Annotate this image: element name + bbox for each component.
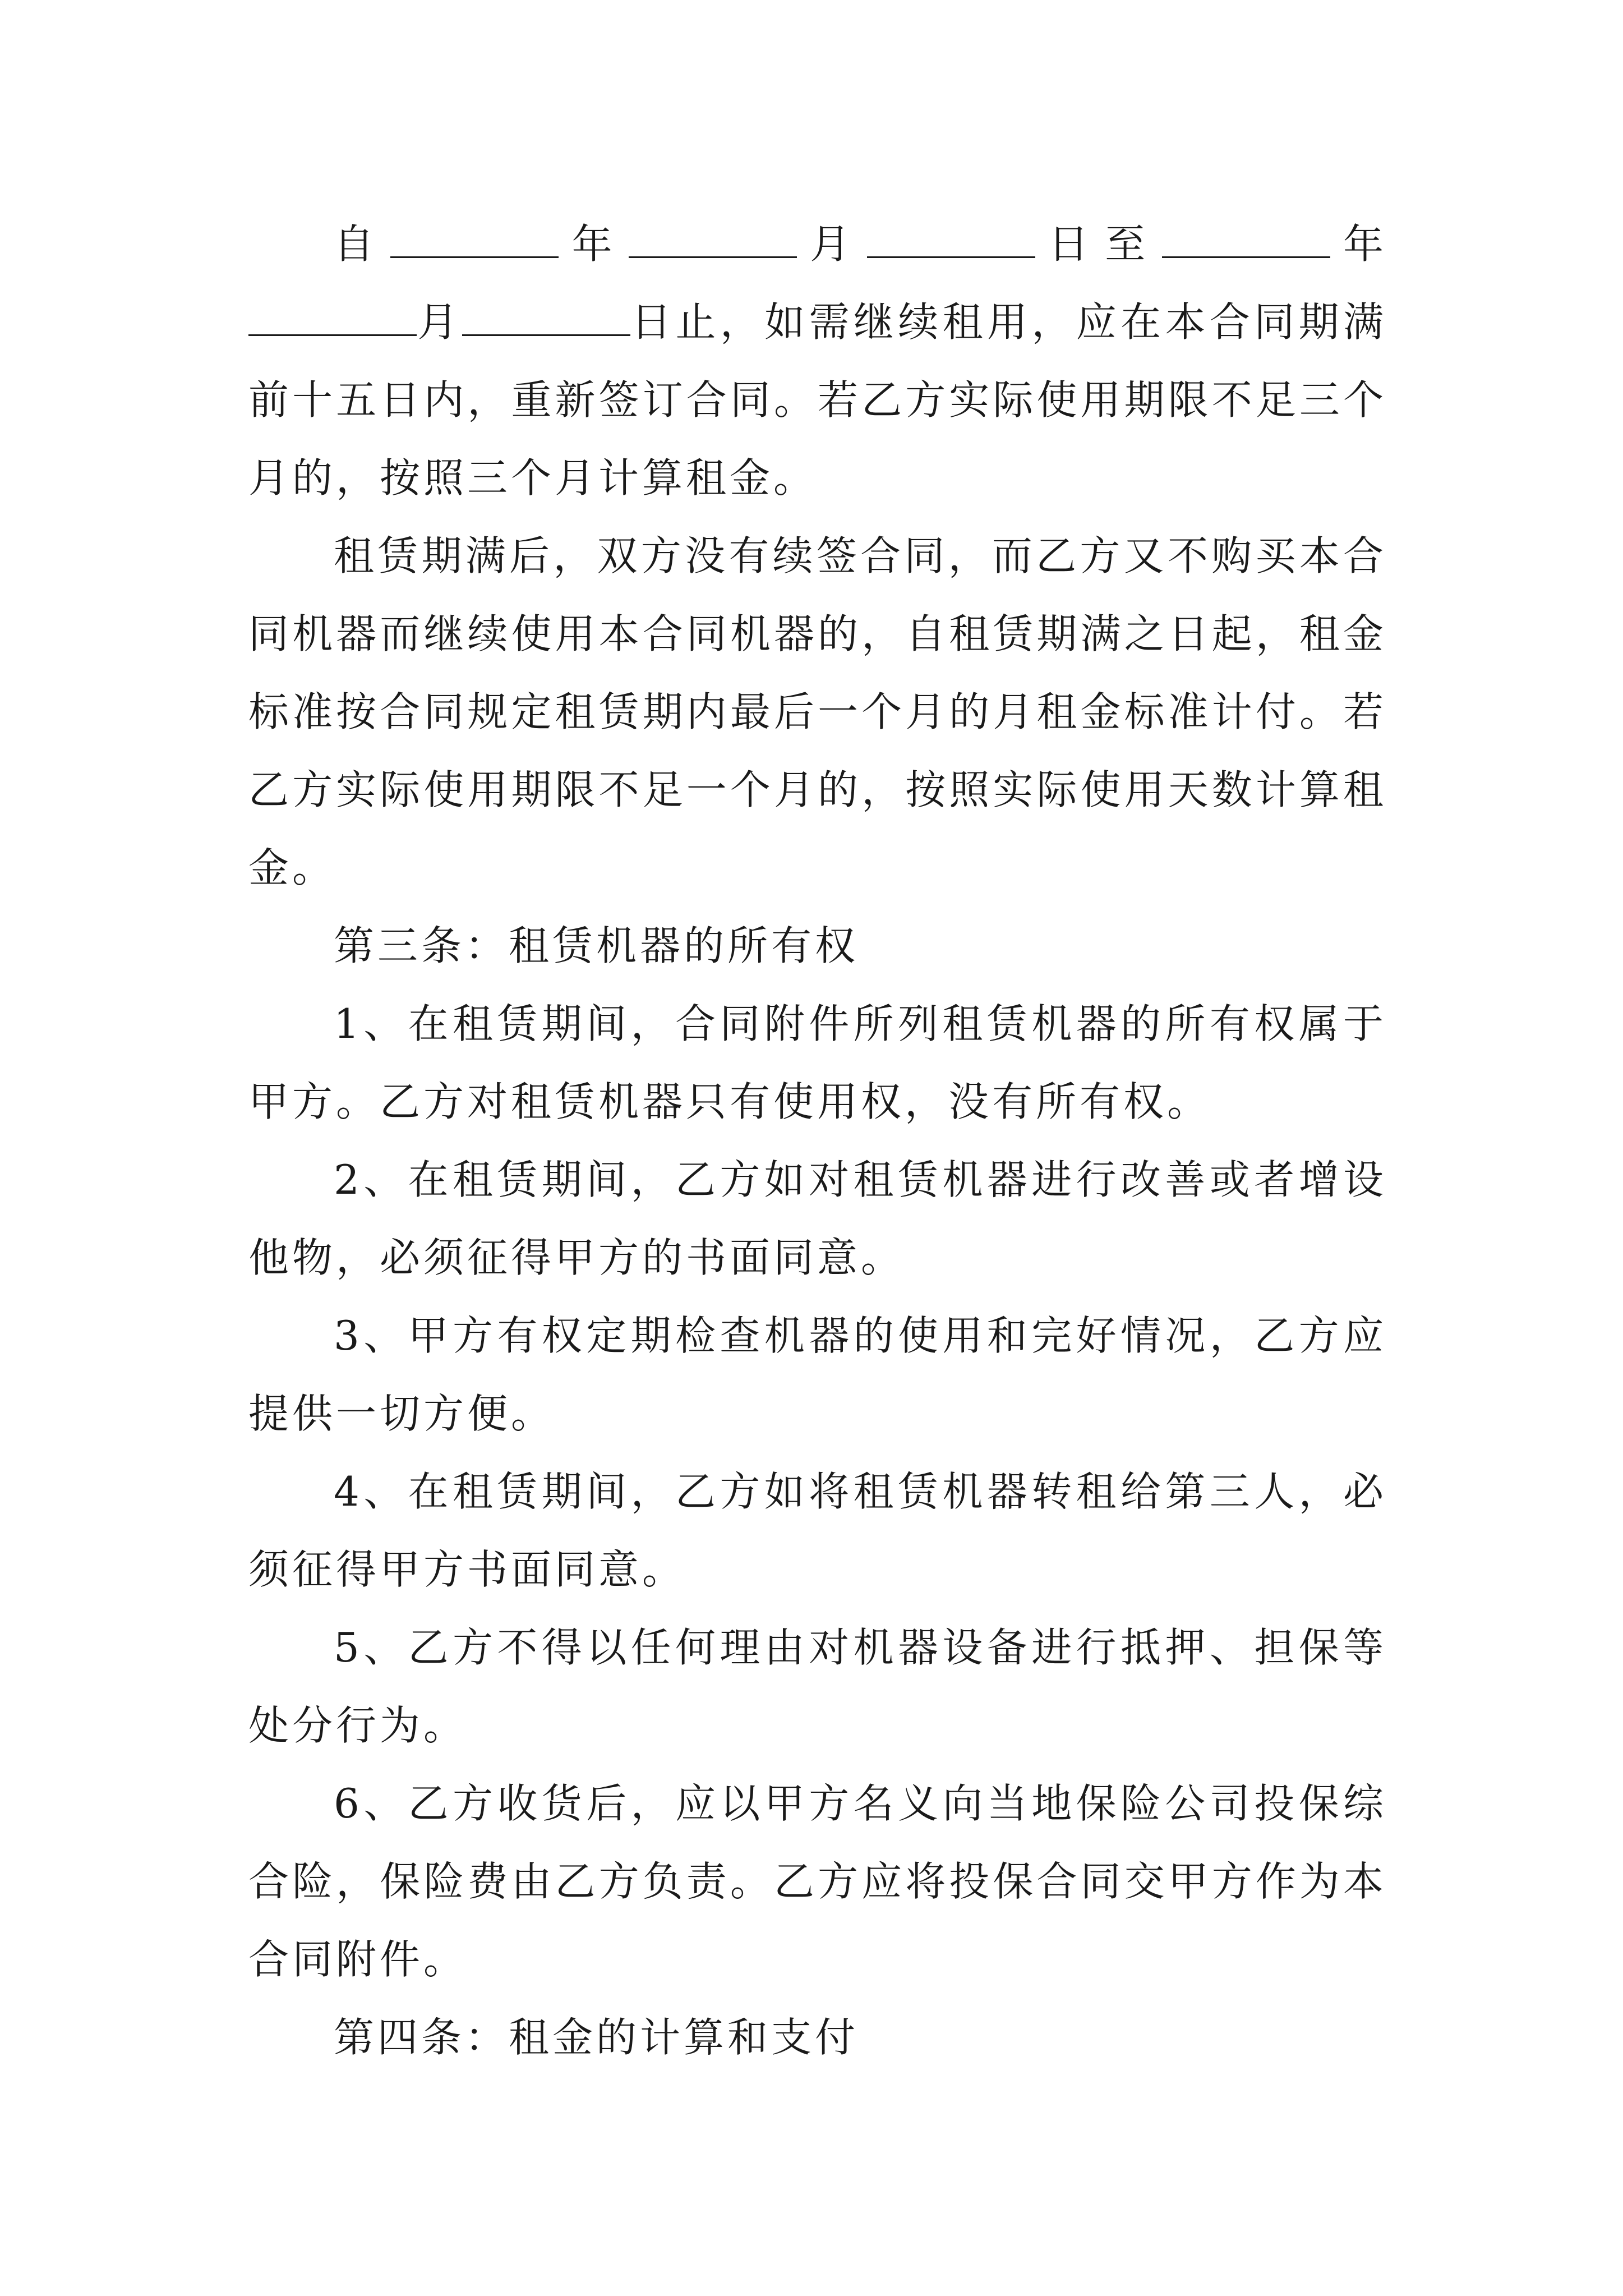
blank-end-day [462, 303, 630, 336]
text-nian: 年 [1330, 220, 1387, 268]
text-ri-zhi: 日至 [1035, 220, 1162, 268]
text-zi: 自 [334, 220, 391, 268]
blank-start-day [867, 225, 1035, 258]
blank-end-year [1162, 225, 1330, 258]
section-3-item-3: 3、甲方有权定期检查机器的使用和完好情况，乙方应提供一切方便。 [248, 1312, 1387, 1437]
text-yue: 月 [417, 298, 462, 346]
lease-term-paragraph [248, 205, 1387, 517]
document-body [248, 205, 1387, 2077]
blank-end-month [248, 303, 417, 336]
section-4-heading: 第四条：租金的计算和支付 [334, 2014, 859, 2061]
section-3-heading: 第三条：租赁机器的所有权 [334, 922, 859, 969]
term-paragraph-rest: 日止，如需继续租用，应在本合同期满前十五日内，重新签订合同。若乙方实际使用期限不足三个月的，按照三个月计算租金。 [248, 298, 1387, 501]
text-nian: 年 [559, 220, 629, 268]
section-3-item-4: 4、在租赁期间，乙方如将租赁机器转租给第三人，必须征得甲方书面同意。 [248, 1468, 1387, 1593]
section-3-item-2: 2、在租赁期间，乙方如对租赁机器进行改善或者增设他物，必须征得甲方的书面同意。 [248, 1156, 1387, 1281]
section-3-item-6: 6、乙方收货后，应以甲方名义向当地保险公司投保综合险，保险费由乙方负责。乙方应将投保合同交甲方作为本合同附件。 [248, 1780, 1387, 1983]
blank-start-year [390, 225, 559, 258]
expiry-paragraph: 租赁期满后，双方没有续签合同，而乙方又不购买本合同机器而继续使用本合同机器的，自租赁期满之日起，租金标准按合同规定租赁期内最后一个月的月租金标准计付。若乙方实际使用期限不足一个月的，按照实际使用天数计算租金。 [248, 532, 1387, 891]
section-3-item-1: 1、在租赁期间，合同附件所列租赁机器的所有权属于甲方。乙方对租赁机器只有使用权，没有所有权。 [248, 1000, 1387, 1125]
blank-start-month [629, 225, 797, 258]
text-yue: 月 [796, 220, 867, 268]
section-3-item-5: 5、乙方不得以任何理由对机器设备进行抵押、担保等处分行为。 [248, 1624, 1387, 1749]
